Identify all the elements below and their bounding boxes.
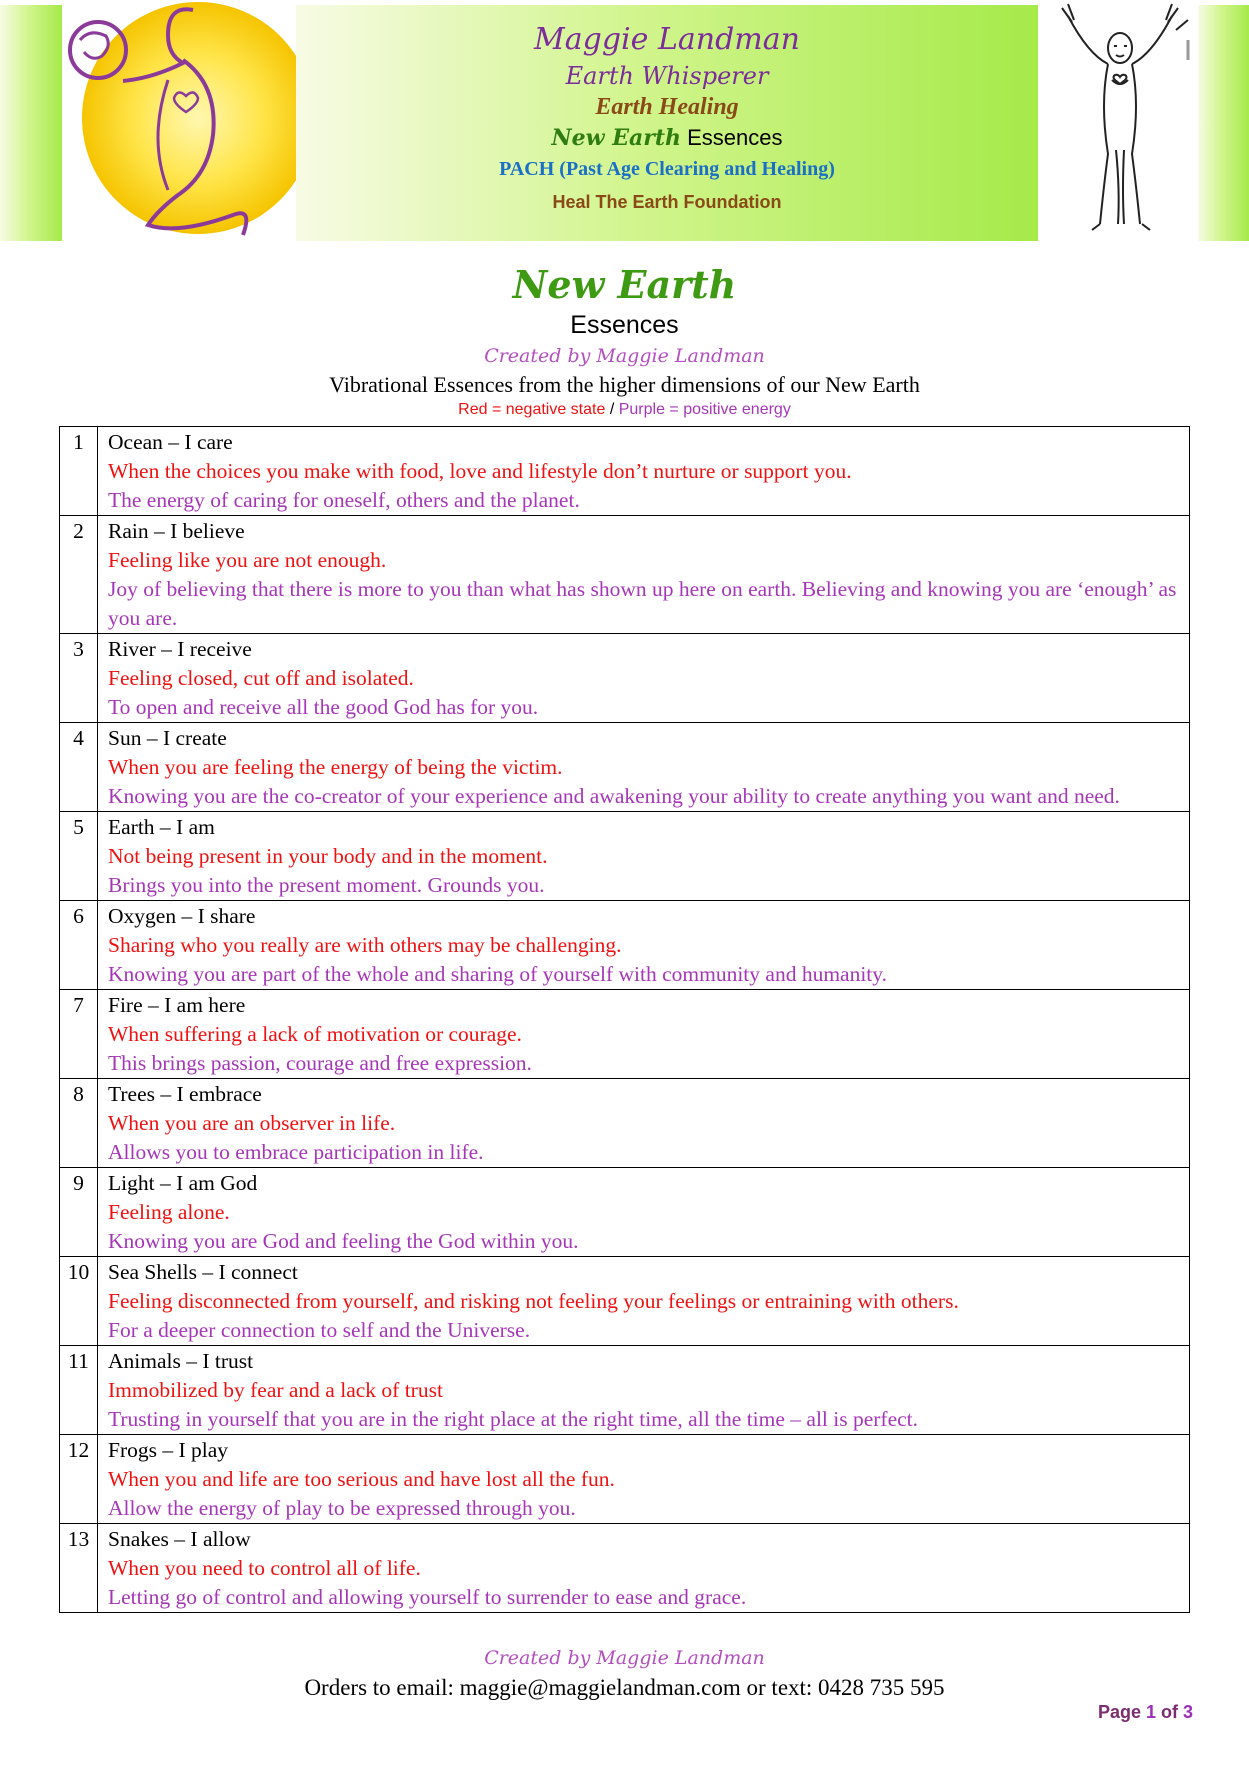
essence-description-cell (98, 1346, 1190, 1435)
color-legend (0, 400, 1249, 420)
essence-row (60, 1079, 1190, 1168)
essence-row (60, 990, 1190, 1079)
essence-positive-energy: Knowing you are part of the whole and sharing of yourself with community and humanity. (108, 962, 888, 986)
essence-title: Frogs – I play (108, 1438, 229, 1462)
page-prefix: Page (1097, 1702, 1146, 1722)
essence-row (60, 723, 1190, 812)
essence-title: Earth – I am (108, 815, 215, 839)
essence-positive-energy: Trusting in yourself that you are in the right place at the right time, all the time – all is perfect. (108, 1407, 919, 1431)
footer (0, 1644, 1249, 1704)
essence-number: 5 (60, 812, 98, 901)
page-subtitle: Essences (570, 311, 679, 339)
essence-number: 11 (60, 1346, 98, 1435)
essence-row (60, 901, 1190, 990)
new-earth-label: New Earth (551, 125, 681, 151)
essence-positive-energy: Allows you to embrace participation in life. (108, 1140, 484, 1164)
essence-title: Ocean – I care (108, 430, 233, 454)
footer-orders-contact: Orders to email: maggie@maggielandman.com or text: 0428 735 595 (304, 1675, 945, 1700)
essence-positive-energy: Knowing you are God and feeling the God within you. (108, 1229, 579, 1253)
earth-whisperer-logo (58, 0, 296, 245)
essence-negative-state: Feeling closed, cut off and isolated. (108, 666, 414, 690)
author-subtitle: Earth Whisperer (565, 62, 769, 90)
essence-description-cell (98, 812, 1190, 901)
essence-row (60, 1435, 1190, 1524)
essence-description-cell (98, 427, 1190, 516)
essence-description-cell (98, 1524, 1190, 1613)
page-total: 3 (1182, 1702, 1193, 1722)
essences-table-body (60, 427, 1190, 1613)
essence-description-cell (98, 1257, 1190, 1346)
page-of: of (1155, 1702, 1183, 1722)
created-by-label: Created by Maggie Landman (484, 345, 765, 367)
essence-number: 4 (60, 723, 98, 812)
essence-description-cell (98, 1435, 1190, 1524)
essence-title: Snakes – I allow (108, 1527, 251, 1551)
essence-negative-state: Feeling alone. (108, 1200, 230, 1224)
page-title: New Earth (512, 262, 737, 307)
essences-table (59, 426, 1190, 1613)
essence-row (60, 812, 1190, 901)
essence-title: Sun – I create (108, 726, 227, 750)
essence-number: 7 (60, 990, 98, 1079)
essence-description-cell (98, 723, 1190, 812)
essence-title: River – I receive (108, 637, 252, 661)
new-earth-essences-label (296, 122, 1038, 154)
essence-negative-state: When you need to control all of life. (108, 1556, 421, 1580)
essence-row (60, 1168, 1190, 1257)
earth-healing-label: Earth Healing (595, 94, 739, 120)
essence-row (60, 1524, 1190, 1613)
essence-negative-state: Feeling disconnected from yourself, and risking not feeling your feelings or entraining with others. (108, 1289, 959, 1313)
essence-title: Trees – I embrace (108, 1082, 262, 1106)
essence-negative-state: When you are feeling the energy of being the victim. (108, 755, 563, 779)
page-number (1098, 1702, 1193, 1723)
essence-number: 3 (60, 634, 98, 723)
essence-description-cell (98, 634, 1190, 723)
essences-label: Essences (687, 125, 783, 150)
essence-description-cell (98, 990, 1190, 1079)
essence-number: 10 (60, 1257, 98, 1346)
essence-positive-energy: Joy of believing that there is more to you than what has shown up here on earth. Believing and knowing you are ‘enough’ as you are. (108, 577, 1177, 630)
essence-positive-energy: Allow the energy of play to be expressed through you. (108, 1496, 576, 1520)
essence-negative-state: Sharing who you really are with others may be challenging. (108, 933, 622, 957)
essence-negative-state: Immobilized by fear and a lack of trust (108, 1378, 443, 1402)
essence-negative-state: Feeling like you are not enough. (108, 548, 387, 572)
description-text: Vibrational Essences from the higher dimensions of our New Earth (329, 372, 920, 397)
essence-row (60, 1257, 1190, 1346)
essence-number: 9 (60, 1168, 98, 1257)
page-current: 1 (1145, 1702, 1156, 1722)
pach-label: PACH (Past Age Clearing and Healing) (499, 158, 835, 180)
essence-positive-energy: This brings passion, courage and free expression. (108, 1051, 532, 1075)
essence-negative-state: When you and life are too serious and have lost all the fun. (108, 1467, 615, 1491)
essence-negative-state: When the choices you make with food, love and lifestyle don’t nurture or support you. (108, 459, 852, 483)
banner-gradient-left (0, 5, 62, 241)
legend-negative: Red = negative state (458, 401, 606, 418)
essence-description-cell (98, 1079, 1190, 1168)
essence-number: 12 (60, 1435, 98, 1524)
figure-drawing-icon (1038, 0, 1198, 245)
title-block (0, 262, 1249, 420)
essence-positive-energy: The energy of caring for oneself, others and the planet. (108, 488, 580, 512)
essence-title: Light – I am God (108, 1171, 258, 1195)
essence-title: Oxygen – I share (108, 904, 256, 928)
essence-number: 1 (60, 427, 98, 516)
essence-row (60, 1346, 1190, 1435)
essence-negative-state: Not being present in your body and in the moment. (108, 844, 548, 868)
essence-number: 6 (60, 901, 98, 990)
essence-description-cell (98, 901, 1190, 990)
header-banner (0, 0, 1249, 245)
essence-title: Sea Shells – I connect (108, 1260, 298, 1284)
essence-row (60, 634, 1190, 723)
essence-row (60, 516, 1190, 634)
essence-positive-energy: To open and receive all the good God has for you. (108, 695, 539, 719)
essence-title: Fire – I am here (108, 993, 246, 1017)
essence-number: 2 (60, 516, 98, 634)
essence-row (60, 427, 1190, 516)
essence-positive-energy: For a deeper connection to self and the Universe. (108, 1318, 531, 1342)
essence-title: Animals – I trust (108, 1349, 254, 1373)
foundation-label: Heal The Earth Foundation (552, 192, 782, 212)
essence-description-cell (98, 1168, 1190, 1257)
header-text (296, 20, 1038, 220)
essence-negative-state: When you are an observer in life. (108, 1111, 396, 1135)
footer-created-by: Created by Maggie Landman (484, 1647, 765, 1669)
author-name: Maggie Landman (534, 22, 800, 57)
essence-negative-state: When suffering a lack of motivation or courage. (108, 1022, 522, 1046)
banner-gradient-right (1198, 5, 1249, 241)
legend-separator: / (605, 401, 619, 418)
legend-positive: Purple = positive energy (618, 401, 791, 418)
essence-positive-energy: Brings you into the present moment. Grounds you. (108, 873, 545, 897)
essence-number: 8 (60, 1079, 98, 1168)
essence-positive-energy: Letting go of control and allowing yourself to surrender to ease and grace. (108, 1585, 747, 1609)
essence-number: 13 (60, 1524, 98, 1613)
essence-title: Rain – I believe (108, 519, 245, 543)
essence-positive-energy: Knowing you are the co-creator of your experience and awakening your ability to create anything you want and need. (108, 784, 1120, 808)
essence-description-cell (98, 516, 1190, 634)
